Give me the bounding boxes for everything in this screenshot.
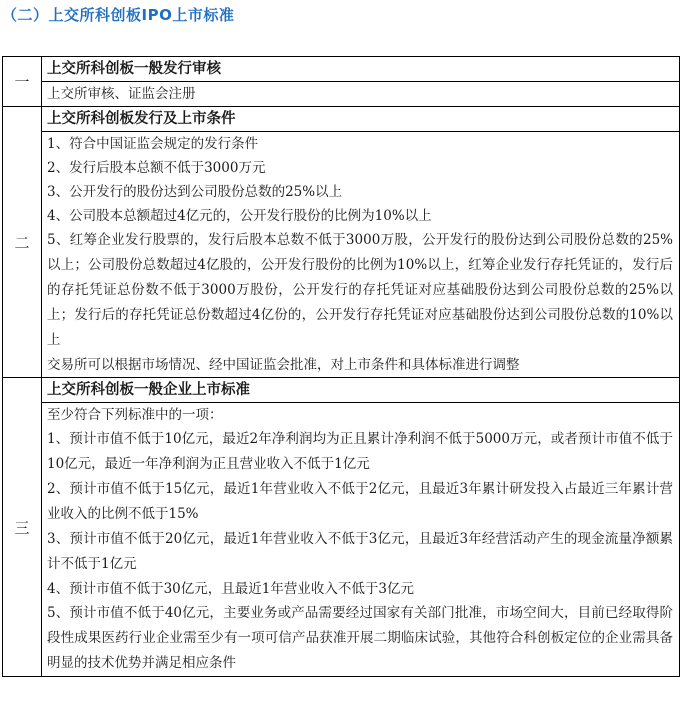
- list-item: 至少符合下列标准中的一项：: [47, 407, 223, 423]
- row-number: 三: [3, 378, 42, 677]
- row-heading: 上交所科创板一般企业上市标准: [42, 378, 679, 403]
- list-item: 3、公开发行的股份达到公司股份总数的25%以上: [47, 184, 343, 200]
- section-title: （二）上交所科创板IPO上市标准: [2, 6, 235, 24]
- row-heading: 上交所科创板一般发行审核: [42, 57, 679, 82]
- table-row: [3, 57, 680, 107]
- listing-standards-table: [2, 56, 680, 677]
- list-item: 4、公司股本总额超过4亿元的，公开发行股份的比例为10%以上: [47, 208, 432, 224]
- list-item: 5、预计市值不低于40亿元，主要业务或产品需要经过国家有关部门批准，市场空间大，目前已经取得阶段性成果医药行业企业需至少有一项可信产品获准开展二期临床试验，其他符合科创板定位的企业需具备明显的技术优势并满足相应条件: [47, 605, 673, 671]
- list-item: 4、预计市值不低于30亿元，且最近1年营业收入不低于3亿元: [47, 581, 414, 597]
- table-row: [3, 107, 680, 378]
- row-number: 一: [3, 57, 42, 107]
- list-item: 3、预计市值不低于20亿元，最近1年营业收入不低于3亿元，且最近3年经营活动产生的现金流量净额累计不低于1亿元: [47, 531, 673, 572]
- list-item: 5、红筹企业发行股票的，发行后股本总数不低于3000万股，公开发行的股份达到公司股份总数的25%以上；公司股份总数超过4亿股的，公开发行股份的比例为10%以上，红筹企业发行存托凭证的，发行后的存托凭证总份数不低于3000万股份，公开发行的存托凭证对应基础股份达到公司股份总数的25%以上；发行后的存托凭证总份数超过4亿份的，公开发行存托凭证对应基础股份达到公司股份总数的10%以上: [47, 232, 673, 348]
- list-item: 1、符合中国证监会规定的发行条件: [47, 136, 259, 152]
- list-item: 2、预计市值不低于15亿元，最近1年营业收入不低于2亿元，且最近3年累计研发投入占最近三年累计营业收入的比例不低于15%: [47, 481, 673, 522]
- list-item: 2、发行后股本总额不低于3000万元: [47, 160, 266, 176]
- row-content: [42, 107, 680, 378]
- row-content: [42, 57, 680, 107]
- table-row: [3, 378, 680, 677]
- list-item: 上交所审核、证监会注册: [47, 86, 196, 102]
- list-item: 1、预计市值不低于10亿元，最近2年净利润均为正且累计净利润不低于5000万元，或者预计市值不低于10亿元，最近一年净利润为正且营业收入不低于1亿元: [47, 431, 673, 472]
- list-item: 交易所可以根据市场情况、经中国证监会批准，对上市条件和具体标准进行调整: [47, 357, 520, 373]
- row-content: [42, 378, 680, 677]
- row-heading: 上交所科创板发行及上市条件: [42, 107, 679, 132]
- row-number: 二: [3, 107, 42, 378]
